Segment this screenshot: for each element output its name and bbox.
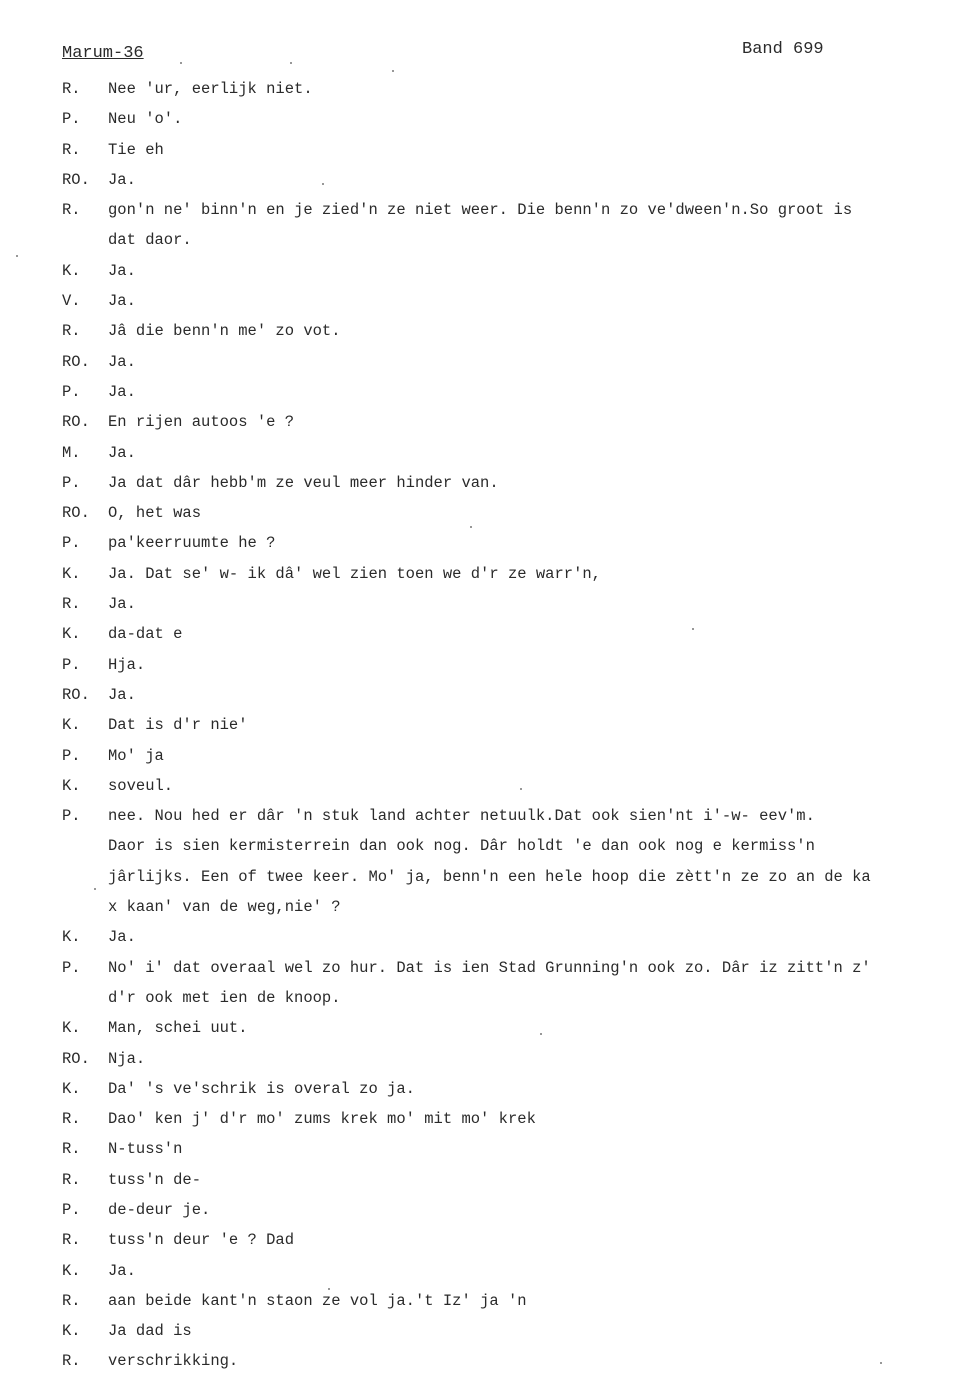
utterance-text: x kaan' van de weg,nie' ? bbox=[108, 898, 341, 917]
scan-speck bbox=[180, 62, 182, 64]
utterance-text: Ja. bbox=[108, 292, 136, 311]
speaker-label: K. bbox=[62, 776, 81, 795]
transcript-line bbox=[62, 407, 977, 437]
transcript-line bbox=[62, 347, 977, 377]
speaker-label: V. bbox=[62, 292, 81, 311]
scan-speck bbox=[692, 628, 694, 630]
transcript-line bbox=[62, 801, 977, 831]
scan-speck bbox=[470, 526, 472, 528]
utterance-text: Dao' ken j' d'r mo' zums krek mo' mit mo' krek bbox=[108, 1110, 536, 1129]
utterance-text: Man, schei uut. bbox=[108, 1019, 248, 1038]
scan-speck bbox=[880, 1362, 882, 1364]
scan-speck bbox=[94, 888, 96, 890]
speaker-label: RO. bbox=[62, 1049, 90, 1068]
speaker-label: R. bbox=[62, 1140, 81, 1159]
utterance-text: de-deur je. bbox=[108, 1200, 211, 1219]
utterance-text: Ja dat dâr hebb'm ze veul meer hinder van. bbox=[108, 473, 499, 492]
speaker-label: K. bbox=[62, 261, 81, 280]
utterance-text: verschrikking. bbox=[108, 1352, 239, 1371]
speaker-label: R. bbox=[62, 1231, 81, 1250]
transcript-line bbox=[62, 377, 977, 407]
speaker-label: RO. bbox=[62, 352, 90, 371]
utterance-text: No' i' dat overaal wel zo hur. Dat is ien Stad Grunning'n ook zo. Dâr iz zitt'n z' bbox=[108, 958, 871, 977]
utterance-text: pa'keerruumte he ? bbox=[108, 534, 276, 553]
transcript-line bbox=[62, 741, 977, 771]
utterance-text: Ja. bbox=[108, 382, 136, 401]
transcript-line bbox=[62, 135, 977, 165]
transcript bbox=[62, 74, 977, 1377]
speaker-label: R. bbox=[62, 140, 81, 159]
transcript-line bbox=[62, 710, 977, 740]
speaker-label: RO. bbox=[62, 685, 90, 704]
utterance-text: Tie eh bbox=[108, 140, 164, 159]
speaker-label: P. bbox=[62, 655, 81, 674]
speaker-label: K. bbox=[62, 625, 81, 644]
utterance-text: Ja. Dat se' w- ik dâ' wel zien toen we d'r ze warr'n, bbox=[108, 564, 601, 583]
utterance-text: Ja. bbox=[108, 685, 136, 704]
scan-speck bbox=[290, 62, 292, 64]
transcript-line bbox=[62, 104, 977, 134]
utterance-text: dat daor. bbox=[108, 231, 192, 250]
transcript-line bbox=[62, 468, 977, 498]
speaker-label: P. bbox=[62, 746, 81, 765]
scan-speck bbox=[328, 1288, 330, 1290]
utterance-text: Da' 's ve'schrik is overal zo ja. bbox=[108, 1079, 415, 1098]
speaker-label: M. bbox=[62, 443, 81, 462]
utterance-text: Mo' ja bbox=[108, 746, 164, 765]
transcript-line bbox=[62, 680, 977, 710]
transcript-line bbox=[62, 316, 977, 346]
transcript-line bbox=[62, 1225, 977, 1255]
utterance-text: aan beide kant'n staon ze vol ja.'t Iz' ja 'n bbox=[108, 1291, 527, 1310]
scan-speck bbox=[520, 788, 522, 790]
transcript-line bbox=[62, 983, 977, 1013]
speaker-label: RO. bbox=[62, 504, 90, 523]
utterance-text: jârlijks. Een of twee keer. Mo' ja, benn'n een hele hoop die zètt'n ze zo an de ka bbox=[108, 867, 871, 886]
speaker-label: RO. bbox=[62, 170, 90, 189]
speaker-label: K. bbox=[62, 1322, 81, 1341]
utterance-text: soveul. bbox=[108, 776, 174, 795]
speaker-label: R. bbox=[62, 1352, 81, 1371]
speaker-label: P. bbox=[62, 958, 81, 977]
transcript-line bbox=[62, 953, 977, 983]
transcript-line bbox=[62, 1195, 977, 1225]
utterance-text: Dat is d'r nie' bbox=[108, 716, 248, 735]
transcript-line bbox=[62, 1346, 977, 1376]
transcript-line bbox=[62, 1013, 977, 1043]
speaker-label: P. bbox=[62, 1200, 81, 1219]
speaker-label: K. bbox=[62, 928, 81, 947]
speaker-label: P. bbox=[62, 382, 81, 401]
transcript-line bbox=[62, 650, 977, 680]
transcript-line bbox=[62, 1104, 977, 1134]
utterance-text: nee. Nou hed er dâr 'n stuk land achter netuulk.Dat ook sien'nt i'-w- eev'm. bbox=[108, 807, 815, 826]
band-number: Band 699 bbox=[742, 40, 824, 59]
speaker-label: K. bbox=[62, 716, 81, 735]
utterance-text: Jâ die benn'n me' zo vot. bbox=[108, 322, 341, 341]
speaker-label: K. bbox=[62, 1079, 81, 1098]
utterance-text: gon'n ne' binn'n en je zied'n ze niet weer. Die benn'n zo ve'dween'n.So groot is bbox=[108, 201, 853, 220]
speaker-label: R. bbox=[62, 1170, 81, 1189]
utterance-text: Ja. bbox=[108, 595, 136, 614]
speaker-label: R. bbox=[62, 201, 81, 220]
transcript-line bbox=[62, 225, 977, 255]
transcript-line bbox=[62, 286, 977, 316]
speaker-label: R. bbox=[62, 80, 81, 98]
transcript-line bbox=[62, 165, 977, 195]
transcript-line bbox=[62, 1316, 977, 1346]
speaker-label: R. bbox=[62, 595, 81, 614]
utterance-text: Ja. bbox=[108, 352, 136, 371]
document-title: Marum-36 bbox=[62, 44, 144, 63]
speaker-label: P. bbox=[62, 534, 81, 553]
transcript-line bbox=[62, 438, 977, 468]
speaker-label: K. bbox=[62, 1019, 81, 1038]
utterance-text: Ja dad is bbox=[108, 1322, 192, 1341]
speaker-label: P. bbox=[62, 807, 81, 826]
utterance-text: Ja. bbox=[108, 1261, 136, 1280]
utterance-text: En rijen autoos 'e ? bbox=[108, 413, 295, 432]
transcript-line bbox=[62, 1256, 977, 1286]
utterance-text: Ja. bbox=[108, 261, 136, 280]
transcript-line bbox=[62, 1074, 977, 1104]
utterance-text: O, het was bbox=[108, 504, 202, 523]
speaker-label: RO. bbox=[62, 413, 90, 432]
transcript-line bbox=[62, 1044, 977, 1074]
scan-speck bbox=[392, 70, 394, 72]
utterance-text: Ja. bbox=[108, 170, 136, 189]
utterance-text: tuss'n de- bbox=[108, 1170, 202, 1189]
transcript-line bbox=[62, 771, 977, 801]
utterance-text: da-dat e bbox=[108, 625, 183, 644]
transcript-line bbox=[62, 528, 977, 558]
transcript-line bbox=[62, 1134, 977, 1164]
transcript-line bbox=[62, 589, 977, 619]
utterance-text: Ja. bbox=[108, 443, 136, 462]
speaker-label: K. bbox=[62, 1261, 81, 1280]
speaker-label: R. bbox=[62, 322, 81, 341]
transcript-line bbox=[62, 256, 977, 286]
transcript-line bbox=[62, 831, 977, 861]
utterance-text: Neu 'o'. bbox=[108, 110, 183, 129]
transcript-line bbox=[62, 1165, 977, 1195]
transcript-line bbox=[62, 862, 977, 892]
scan-speck bbox=[540, 1033, 542, 1035]
speaker-label: P. bbox=[62, 473, 81, 492]
utterance-text: d'r ook met ien de knoop. bbox=[108, 988, 341, 1007]
utterance-text: N-tuss'n bbox=[108, 1140, 183, 1159]
utterance-text: Daor is sien kermisterrein dan ook nog. Dâr holdt 'e dan ook nog e kermiss'n bbox=[108, 837, 815, 856]
scan-speck bbox=[322, 183, 324, 185]
scan-speck bbox=[16, 255, 18, 257]
transcript-line bbox=[62, 559, 977, 589]
utterance-text: Ja. bbox=[108, 928, 136, 947]
transcript-line bbox=[62, 892, 977, 922]
speaker-label: K. bbox=[62, 564, 81, 583]
transcript-line bbox=[62, 195, 977, 225]
transcript-line bbox=[62, 498, 977, 528]
speaker-label: R. bbox=[62, 1291, 81, 1310]
transcript-line bbox=[62, 619, 977, 649]
utterance-text: Nja. bbox=[108, 1049, 146, 1068]
utterance-text: Nee 'ur, eerlijk niet. bbox=[108, 80, 313, 98]
utterance-text: Hja. bbox=[108, 655, 146, 674]
speaker-label: P. bbox=[62, 110, 81, 129]
transcript-line bbox=[62, 74, 977, 104]
transcript-line bbox=[62, 922, 977, 952]
speaker-label: R. bbox=[62, 1110, 81, 1129]
transcript-line bbox=[62, 1286, 977, 1316]
utterance-text: tuss'n deur 'e ? Dad bbox=[108, 1231, 295, 1250]
